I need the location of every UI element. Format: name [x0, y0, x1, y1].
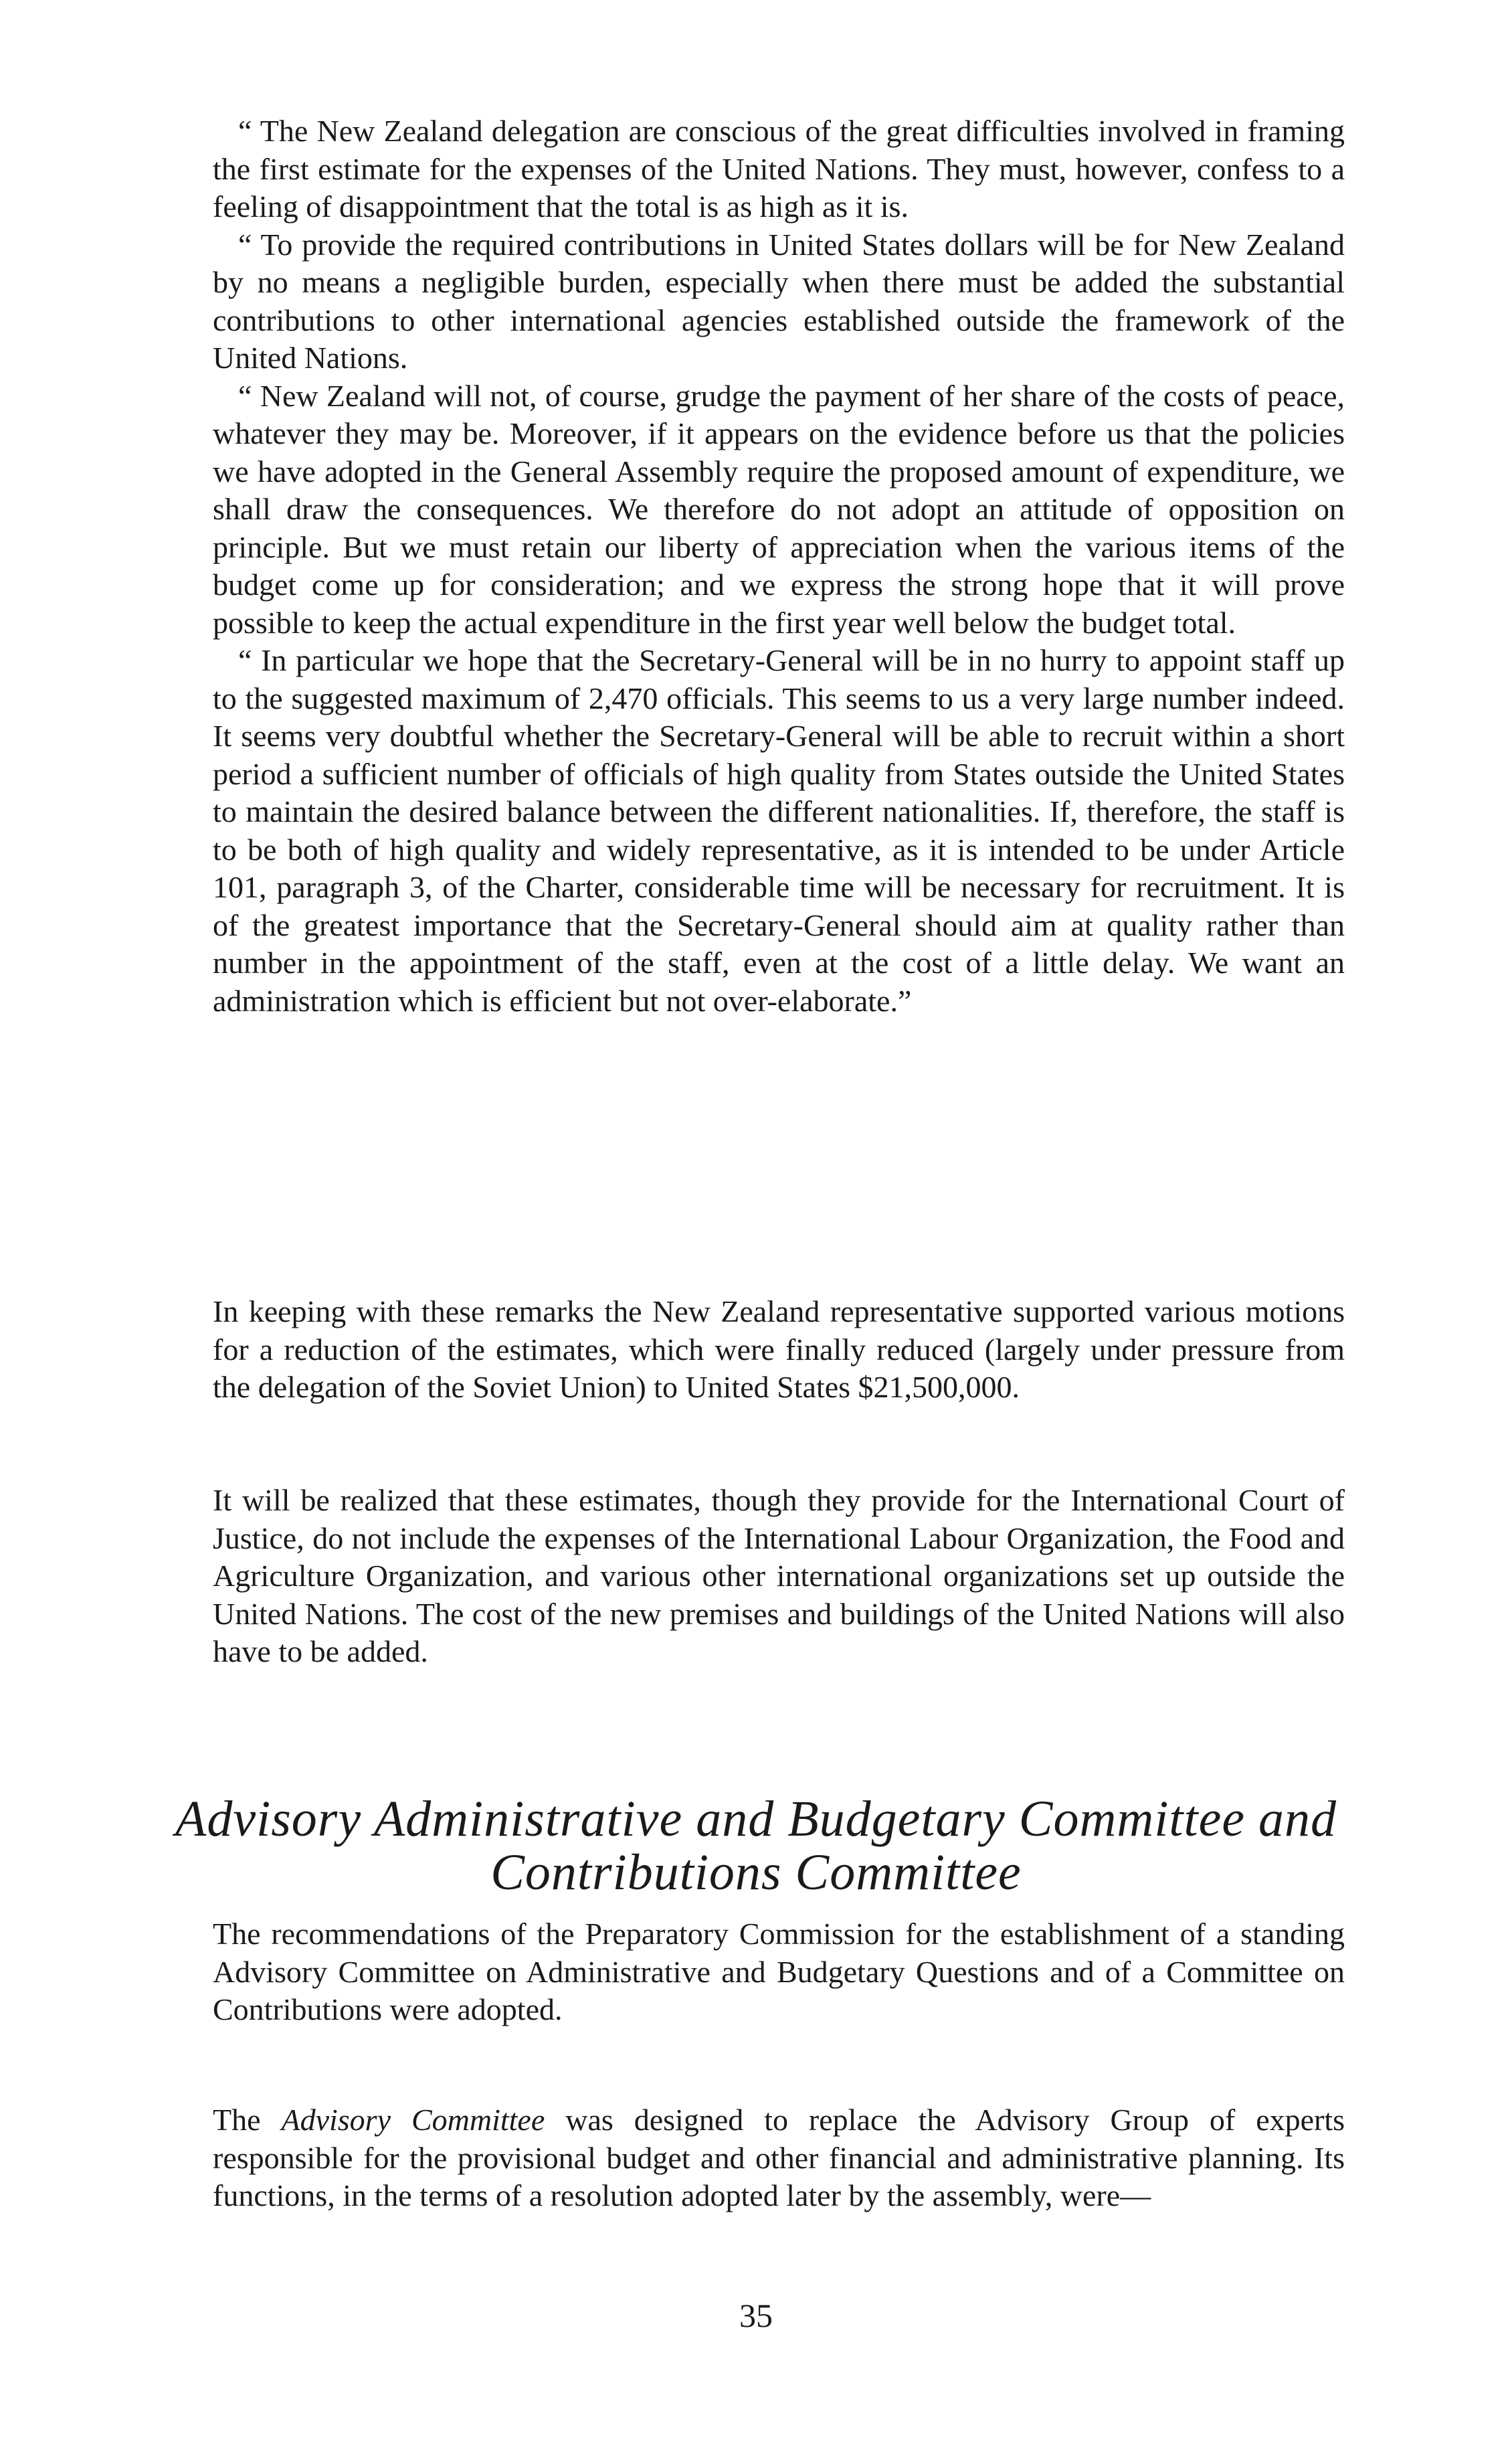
- page-number: 35: [739, 2297, 773, 2334]
- section-paragraph-2-start: The: [213, 2103, 261, 2137]
- section-paragraph-2: [213, 2101, 1345, 2215]
- body-paragraph-1: In keeping with these remarks the New Zealand representative supported various motions for a reduction of the estimates, which were finally reduced (largely under pressure from the delegation of the Soviet Union) to United States $21,500,000.: [213, 1294, 1345, 1404]
- body-text: [213, 1293, 1345, 1407]
- body-text-2: [213, 1482, 1345, 1671]
- quote-paragraph-4: “ In particular we hope that the Secretary-General will be in no hurry to appoint staff up to the suggested maximum of 2,470 officials. This seems to us a very large number indeed. It seems very doubtful whether the Secretary-General will be able to recruit within a short period a sufficient number of officials of high quality from States outside the United States to maintain the desired balance between the different nationalities. If, therefore, the staff is to be both of high quality and widely representative, as it is intended to be under Article 101, paragraph 3, of the Charter, considerable time will be necessary for recruitment. It is of the greatest importance that the Secretary-General should aim at quality rather than number in the appointment of the staff, even at the cost of a little delay. We want an administration which is efficient but not over-elaborate.”: [213, 643, 1345, 1018]
- section-text-2: [213, 2101, 1345, 2215]
- quoted-statement: [213, 112, 1345, 1020]
- section-heading: [161, 1792, 1351, 1899]
- section-heading-line-1: Advisory Administrative and Budgetary Committee and: [175, 1791, 1337, 1847]
- advisory-committee-term: Advisory Committee: [281, 2103, 545, 2137]
- section-text: [213, 1915, 1345, 2029]
- quote-paragraph-2: “ To provide the required contributions in United States dollars will be for New Zealand by no means a negligible burden, especially when there must be added the substantial contributions to other international agencies established outside the framework of the United Nations.: [213, 227, 1345, 375]
- section-paragraph-1: The recommendations of the Preparatory Commission for the establishment of a standing Advisory Committee on Administrative and Budgetary Questions and of a Committee on Contributions were adopted.: [213, 1917, 1345, 2026]
- section-heading-line-2: Contributions Committee: [490, 1844, 1022, 1901]
- quote-paragraph-3: “ New Zealand will not, of course, grudge the payment of her share of the costs of peace, whatever they may be. Moreover, if it appears on the evidence before us that the policies we have adopted in the General Assembly require the proposed amount of expenditure, we shall draw the consequences. We therefore do not adopt an attitude of opposition on principle. But we must retain our liberty of appreciation when the various items of the budget come up for consideration; and we express the strong hope that it will prove possible to keep the actual expenditure in the first year well below the budget total.: [213, 378, 1345, 640]
- section-paragraph-2-rest: was designed to replace the Advisory Group of experts responsible for the provisional budget and other financial and administrative planning. Its functions, in the terms of a resolution adopted later by the assembly, were—: [213, 2103, 1345, 2212]
- body-paragraph-2: It will be realized that these estimates, though they provide for the International Court of Justice, do not include the expenses of the International Labour Organization, the Food and Agriculture Organization, and various other international organizations set up outside the United Nations. The cost of the new premises and buildings of the United Nations will also have to be added.: [213, 1483, 1345, 1668]
- quote-paragraph-1: “ The New Zealand delegation are conscious of the great difficulties involved in framing the first estimate for the expenses of the United Nations. They must, however, confess to a feeling of disappointment that the total is as high as it is.: [213, 114, 1345, 224]
